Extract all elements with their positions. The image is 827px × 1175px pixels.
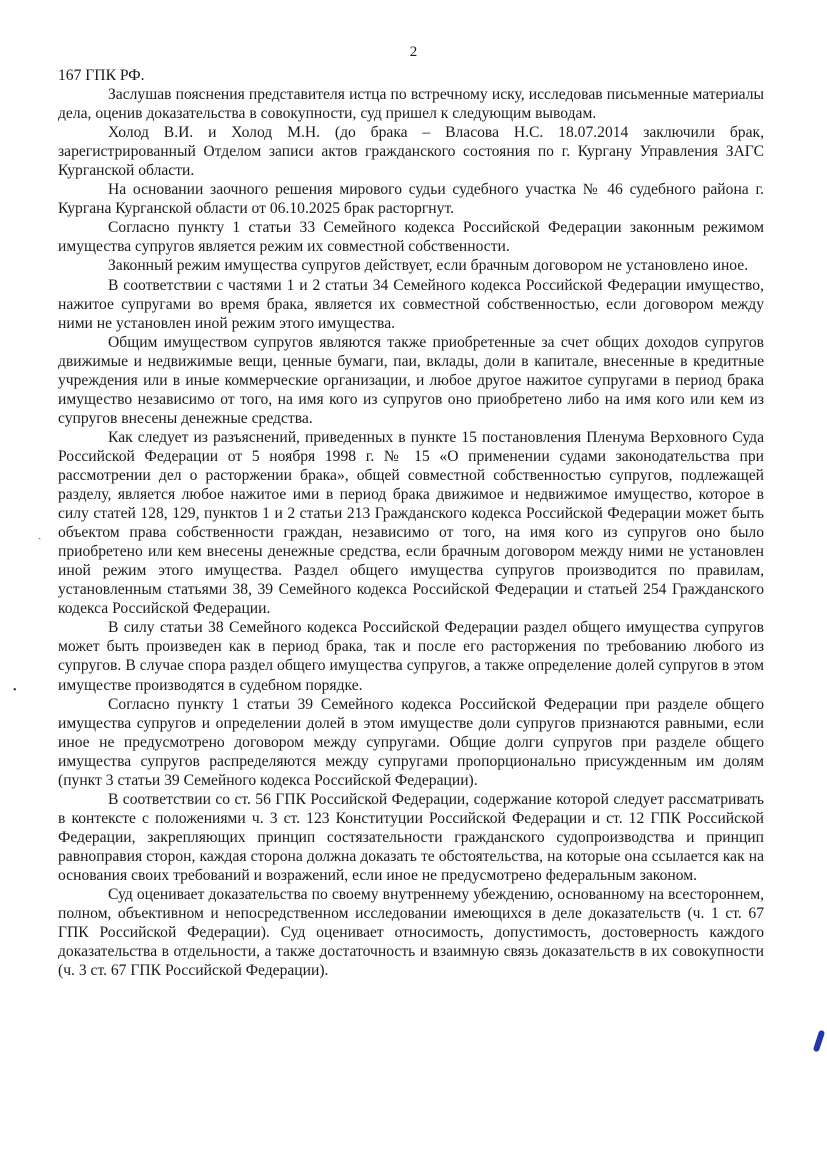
paragraph-hearing: Заслушав пояснения представителя истца по встречному иску, исследовав письменные материалы дела, оценив доказательства в совокупности, суд пришел к следующим выводам. xyxy=(58,86,764,123)
paragraph-marriage: Холод В.И. и Холод М.Н. (до брака – Власова Н.С. 18.07.2014 заключили брак, зарегистрированный Отделом записи актов гражданского состояния по г. Кургану Управления ЗАГС Курганской области. xyxy=(58,124,764,180)
pen-stroke-mark xyxy=(813,1030,826,1053)
paragraph-art39: Согласно пункту 1 статьи 39 Семейного кодекса Российской Федерации при разделе общего имущества супругов и определении долей в этом имуществе доли супругов признаются равными, если иное не предусмотрено договором между супругами. Общие долги супругов при разделе общего имущества супругов распределяются между супругами пропорционально присужденным им долям (пункт 3 статьи 39 Семейного кодекса Российской Федерации). xyxy=(58,695,764,789)
paragraph-art56: В соответствии со ст. 56 ГПК Российской Федерации, содержание которой следует рассматривать в контексте с положениями ч. 3 ст. 123 Конституции Российской Федерации и ст. 12 ГПК Российской Федерации, закрепляющих принцип состязательности гражданского судопроизводства и принцип равноправия сторон, каждая сторона должна доказать те обстоятельства, на которые она ссылается как на основания своих требований и возражений, если иное не предусмотрено федеральным законом. xyxy=(58,790,764,884)
scan-speck-mark: ˎ xyxy=(38,529,42,540)
paragraph-common-property: Общим имуществом супругов являются также приобретенные за счет общих доходов супругов движимые и недвижимые вещи, ценные бумаги, паи, вклады, доли в капитале, внесенные в кредитные учреждения или в иные коммерческие организации, и любое другое нажитое супругами в период брака имущество независимо от того, на имя кого из супругов оно приобретено либо на имя кого или кем из супругов внесены денежные средства. xyxy=(58,333,764,427)
paragraph-art34: В соответствии с частями 1 и 2 статьи 34 Семейного кодекса Российской Федерации имущество, нажитое супругами во время брака, является их совместной собственностью, если договором между ними не установлен иной режим этого имущества. xyxy=(58,276,764,332)
paragraph-continuation: 167 ГПК РФ. xyxy=(58,67,145,84)
paragraph-art33: Согласно пункту 1 статьи 33 Семейного кодекса Российской Федерации законным режимом имущества супругов является режим их совместной собственности. xyxy=(58,219,764,256)
paragraph-divorce: На основании заочного решения мирового судьи судебного участка № 46 судебного района г. Кургана Курганской области от 06.10.2025 брак расторгнут. xyxy=(58,181,764,218)
paragraph-legal-regime: Законный режим имущества супругов действует, если брачным договором не установлено иное. xyxy=(108,257,749,275)
paragraph-art67: Суд оценивает доказательства по своему внутреннему убеждению, основанному на всестороннем, полном, объективном и непосредственном исследовании имеющихся в деле доказательств (ч. 1 ст. 67 ГПК Российской Федерации). Суд оценивает относимость, допустимость, достоверность каждого доказательства в отдельности, а также достаточность и взаимную связь доказательств в их совокупности (ч. 3 ст. 67 ГПК Российской Федерации). xyxy=(58,886,764,980)
scan-dot-mark: • xyxy=(13,685,17,696)
paragraph-art38: В силу статьи 38 Семейного кодекса Российской Федерации раздел общего имущества супругов может быть произведен как в период брака, так и после его расторжения по требованию любого из супругов. В случае спора раздел общего имущества супругов, а также определение долей супругов в этом имуществе производятся в судебном порядке. xyxy=(58,619,764,694)
paragraph-plenum: Как следует из разъяснений, приведенных в пункте 15 постановления Пленума Верховного Суда Российской Федерации от 5 ноября 1998 г. № 15 «О применении судами законодательства при рассмотрении дел о расторжении брака», общей совместной собственностью супругов, подлежащей разделу, является любое нажитое ими в период брака движимое и недвижимое имущество, которое в силу статей 128, 129, пунктов 1 и 2 статьи 213 Гражданского кодекса Российской Федерации может быть объектом права собственности граждан, независимо от того, на имя кого из супругов оно было приобретено или кем внесены денежные средства, если брачным договором между ними не установлен иной режим этого имущества. Раздел общего имущества супругов производится по правилам, установленным статьями 38, 39 Семейного кодекса Российской Федерации и статьей 254 Гражданского кодекса Российской Федерации. xyxy=(58,428,764,618)
page-number: 2 xyxy=(409,44,418,60)
document-body xyxy=(58,66,764,980)
